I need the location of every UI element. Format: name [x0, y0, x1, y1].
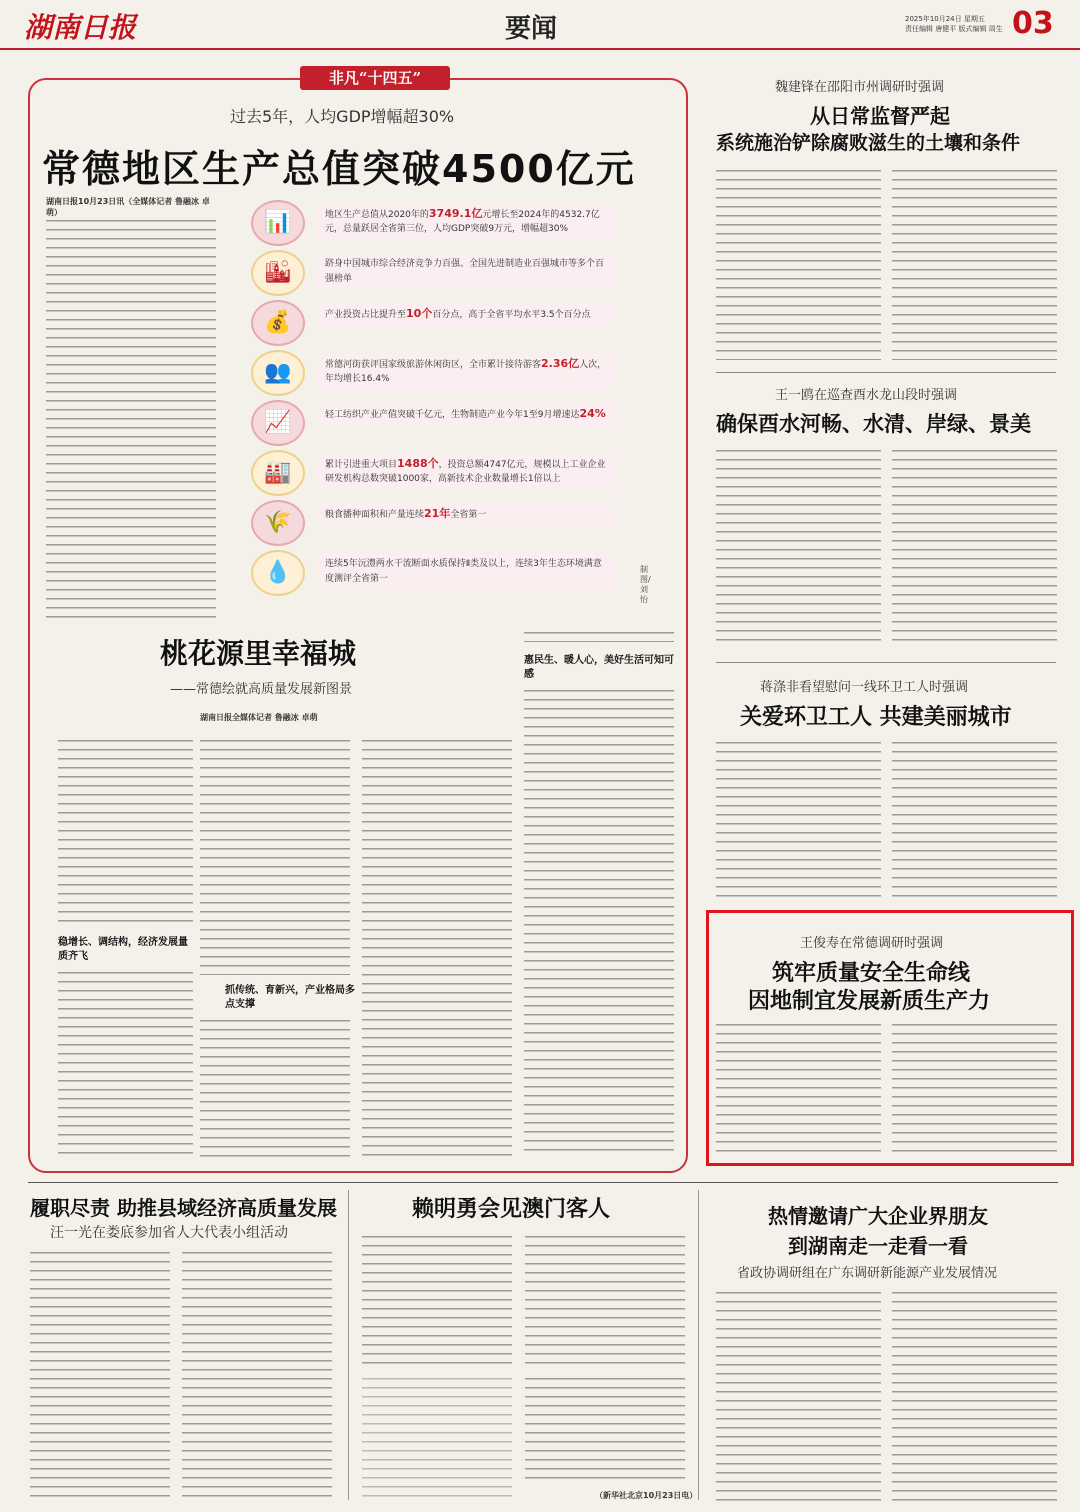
- peach-col1-text: [58, 740, 193, 925]
- a2-headline: 确保酉水河畅、水清、岸绿、景美: [716, 411, 1031, 436]
- infographic-text: 地区生产总值从2020年的3749.1亿元增长至2024年的4532.7亿元，总量跃居全省第三位，人均GDP突破9万元，增幅超30%: [317, 204, 617, 239]
- wheat-icon: 🌾: [251, 500, 305, 546]
- b2-col1-text: [362, 1236, 512, 1366]
- divider: [716, 372, 1056, 373]
- feature-kicker: 过去5年，人均GDP增幅超30%: [230, 107, 455, 126]
- column-divider: [348, 1190, 349, 1500]
- people-icon: 👥: [251, 350, 305, 396]
- masthead: [0, 0, 1080, 50]
- infographic-text: 连续5年沅澧两水干流断面水质保持Ⅱ类及以上，连续3年生态环境满意度测评全省第一: [317, 554, 617, 589]
- infographic-text: 常德河街获评国家级旅游休闲街区，全市累计接待游客2.36亿人次，年均增长16.4%: [317, 354, 617, 389]
- a3-kicker: 蒋涤非看望慰问一线环卫工人时强调: [760, 680, 969, 695]
- money-bag-icon: 💰: [251, 300, 305, 346]
- b2-source-note: （新华社北京10月23日电）: [595, 1491, 698, 1500]
- infographic-item: [245, 550, 625, 600]
- a4-headline-line1: 筑牢质量安全生命线: [772, 960, 971, 986]
- a1-col1-text: [716, 170, 881, 360]
- issue-meta: [905, 14, 1025, 34]
- feature-headline: 常德地区生产总值突破4500亿元: [42, 147, 636, 191]
- infographic-highlight: 3749.1亿: [428, 207, 483, 220]
- infographic-text: 累计引进重大项目1488个，投资总额4747亿元，规模以上工业企业研发机构总数突破1000家，高新技术企业数量增长1倍以上: [317, 454, 617, 489]
- trend-line-icon: 📈: [251, 400, 305, 446]
- b3-col2-text: [892, 1292, 1057, 1502]
- peach-subtitle: ——常德绘就高质量发展新图景: [170, 682, 353, 697]
- divider: [716, 662, 1056, 663]
- a4-col1-text: [716, 1024, 881, 1158]
- b3-subtitle: 省政协调研组在广东调研新能源产业发展情况: [737, 1266, 998, 1281]
- graphic-credit: 制图/刘怡: [640, 565, 651, 604]
- infographic-highlight: 24%: [579, 407, 606, 420]
- peach-byline: 湖南日报全媒体记者 鲁融冰 卓萌: [200, 713, 318, 722]
- peach-subhead-1: 稳增长、调结构，经济发展量质齐飞: [58, 937, 188, 962]
- a3-col1-text: [716, 742, 881, 902]
- city-buildings-icon: 🏙: [251, 250, 305, 296]
- b2-headline: 赖明勇会见澳门客人: [412, 1197, 611, 1222]
- infographic-item: [245, 300, 625, 350]
- issue-date: 2025年10月24日 星期五: [905, 15, 985, 23]
- infographic-highlight: 1488个: [397, 457, 439, 470]
- infographic-highlight: 21年: [424, 507, 451, 520]
- factory-icon: 🏭: [251, 450, 305, 496]
- peach-subhead-3: 惠民生、暖人心，美好生活可知可感: [524, 655, 674, 680]
- infographic-item: [245, 450, 625, 500]
- infographic-text: 粮食播种面积和产量连续21年全省第一: [317, 504, 617, 525]
- b1-col1-text: [30, 1252, 170, 1502]
- infographic-text: 产业投资占比提升至10个百分点，高于全省平均水平3.5个百分点: [317, 304, 617, 325]
- b3-headline-line1: 热情邀请广大企业界朋友: [768, 1204, 988, 1228]
- peach-col2b-text: [200, 1020, 350, 1157]
- feature-tag: 非凡“十四五”: [300, 66, 450, 90]
- a1-headline-line1: 从日常监督严起: [810, 104, 950, 128]
- page-number: 03: [1012, 6, 1054, 41]
- peach-col2-text: [200, 740, 350, 975]
- infographic-item: [245, 500, 625, 550]
- feature-byline: 湖南日报10月23日讯（全媒体记者 鲁融冰 卓萌）: [46, 197, 210, 217]
- infographic-item: [245, 200, 625, 250]
- growth-chart-icon: 📊: [251, 200, 305, 246]
- peach-col3-text: [362, 740, 512, 1157]
- a2-col1-text: [716, 450, 881, 645]
- column-divider: [698, 1190, 699, 1500]
- section-title: 要闻: [505, 14, 558, 44]
- a4-headline-line2: 因地制宜发展新质生产力: [748, 988, 991, 1014]
- newspaper-logo: 湖南日报: [24, 11, 137, 44]
- peach-col4-text: [524, 690, 674, 1157]
- feature-body-text: [46, 220, 216, 625]
- infographic-highlight: 10个: [406, 307, 433, 320]
- a4-kicker: 王俊寿在常德调研时强调: [800, 936, 944, 951]
- editor-line: 责任编辑 唐健平 版式编辑 周生: [905, 25, 1003, 33]
- a2-col2-text: [892, 450, 1057, 645]
- b2-col2-text: [525, 1236, 685, 1366]
- infographic-item: [245, 400, 625, 450]
- peach-subhead-2: 抓传统、育新兴，产业格局多点支撑: [225, 985, 355, 1010]
- infographic-text: 轻工纺织产业产值突破千亿元，生物制造产业今年1至9月增速达24%: [317, 404, 617, 425]
- b2-col3-text: [362, 1378, 512, 1502]
- bottom-divider: [28, 1182, 1058, 1183]
- infographic-item: [245, 350, 625, 400]
- b1-headline: 履职尽责 助推县域经济高质量发展: [30, 1196, 337, 1220]
- a1-kicker: 魏建锋在邵阳市州调研时强调: [775, 80, 945, 95]
- a3-col2-text: [892, 742, 1057, 902]
- infographic-highlight: 2.36亿: [541, 357, 580, 370]
- peach-headline: 桃花源里幸福城: [160, 637, 357, 670]
- b2-col4-text: [525, 1378, 685, 1484]
- a3-headline: 关爱环卫工人 共建美丽城市: [740, 704, 1012, 730]
- b3-headline-line2: 到湖南走一走看一看: [788, 1234, 968, 1258]
- b3-col1-text: [716, 1292, 881, 1502]
- a1-headline-line2: 系统施治铲除腐败滋生的土壤和条件: [716, 132, 1021, 154]
- a2-kicker: 王一鸥在巡查酉水龙山段时强调: [775, 388, 958, 403]
- b1-col2-text: [182, 1252, 332, 1502]
- a4-col2-text: [892, 1024, 1057, 1158]
- a1-col2-text: [892, 170, 1057, 360]
- peach-col1b-text: [58, 972, 193, 1157]
- water-drop-icon: 💧: [251, 550, 305, 596]
- infographic-text: 跻身中国城市综合经济竞争力百强、全国先进制造业百强城市等多个百强榜单: [317, 254, 617, 289]
- infographic-item: [245, 250, 625, 300]
- b1-subtitle: 汪一光在娄底参加省人大代表小组活动: [50, 1225, 288, 1241]
- peach-col4-lead: [524, 632, 674, 642]
